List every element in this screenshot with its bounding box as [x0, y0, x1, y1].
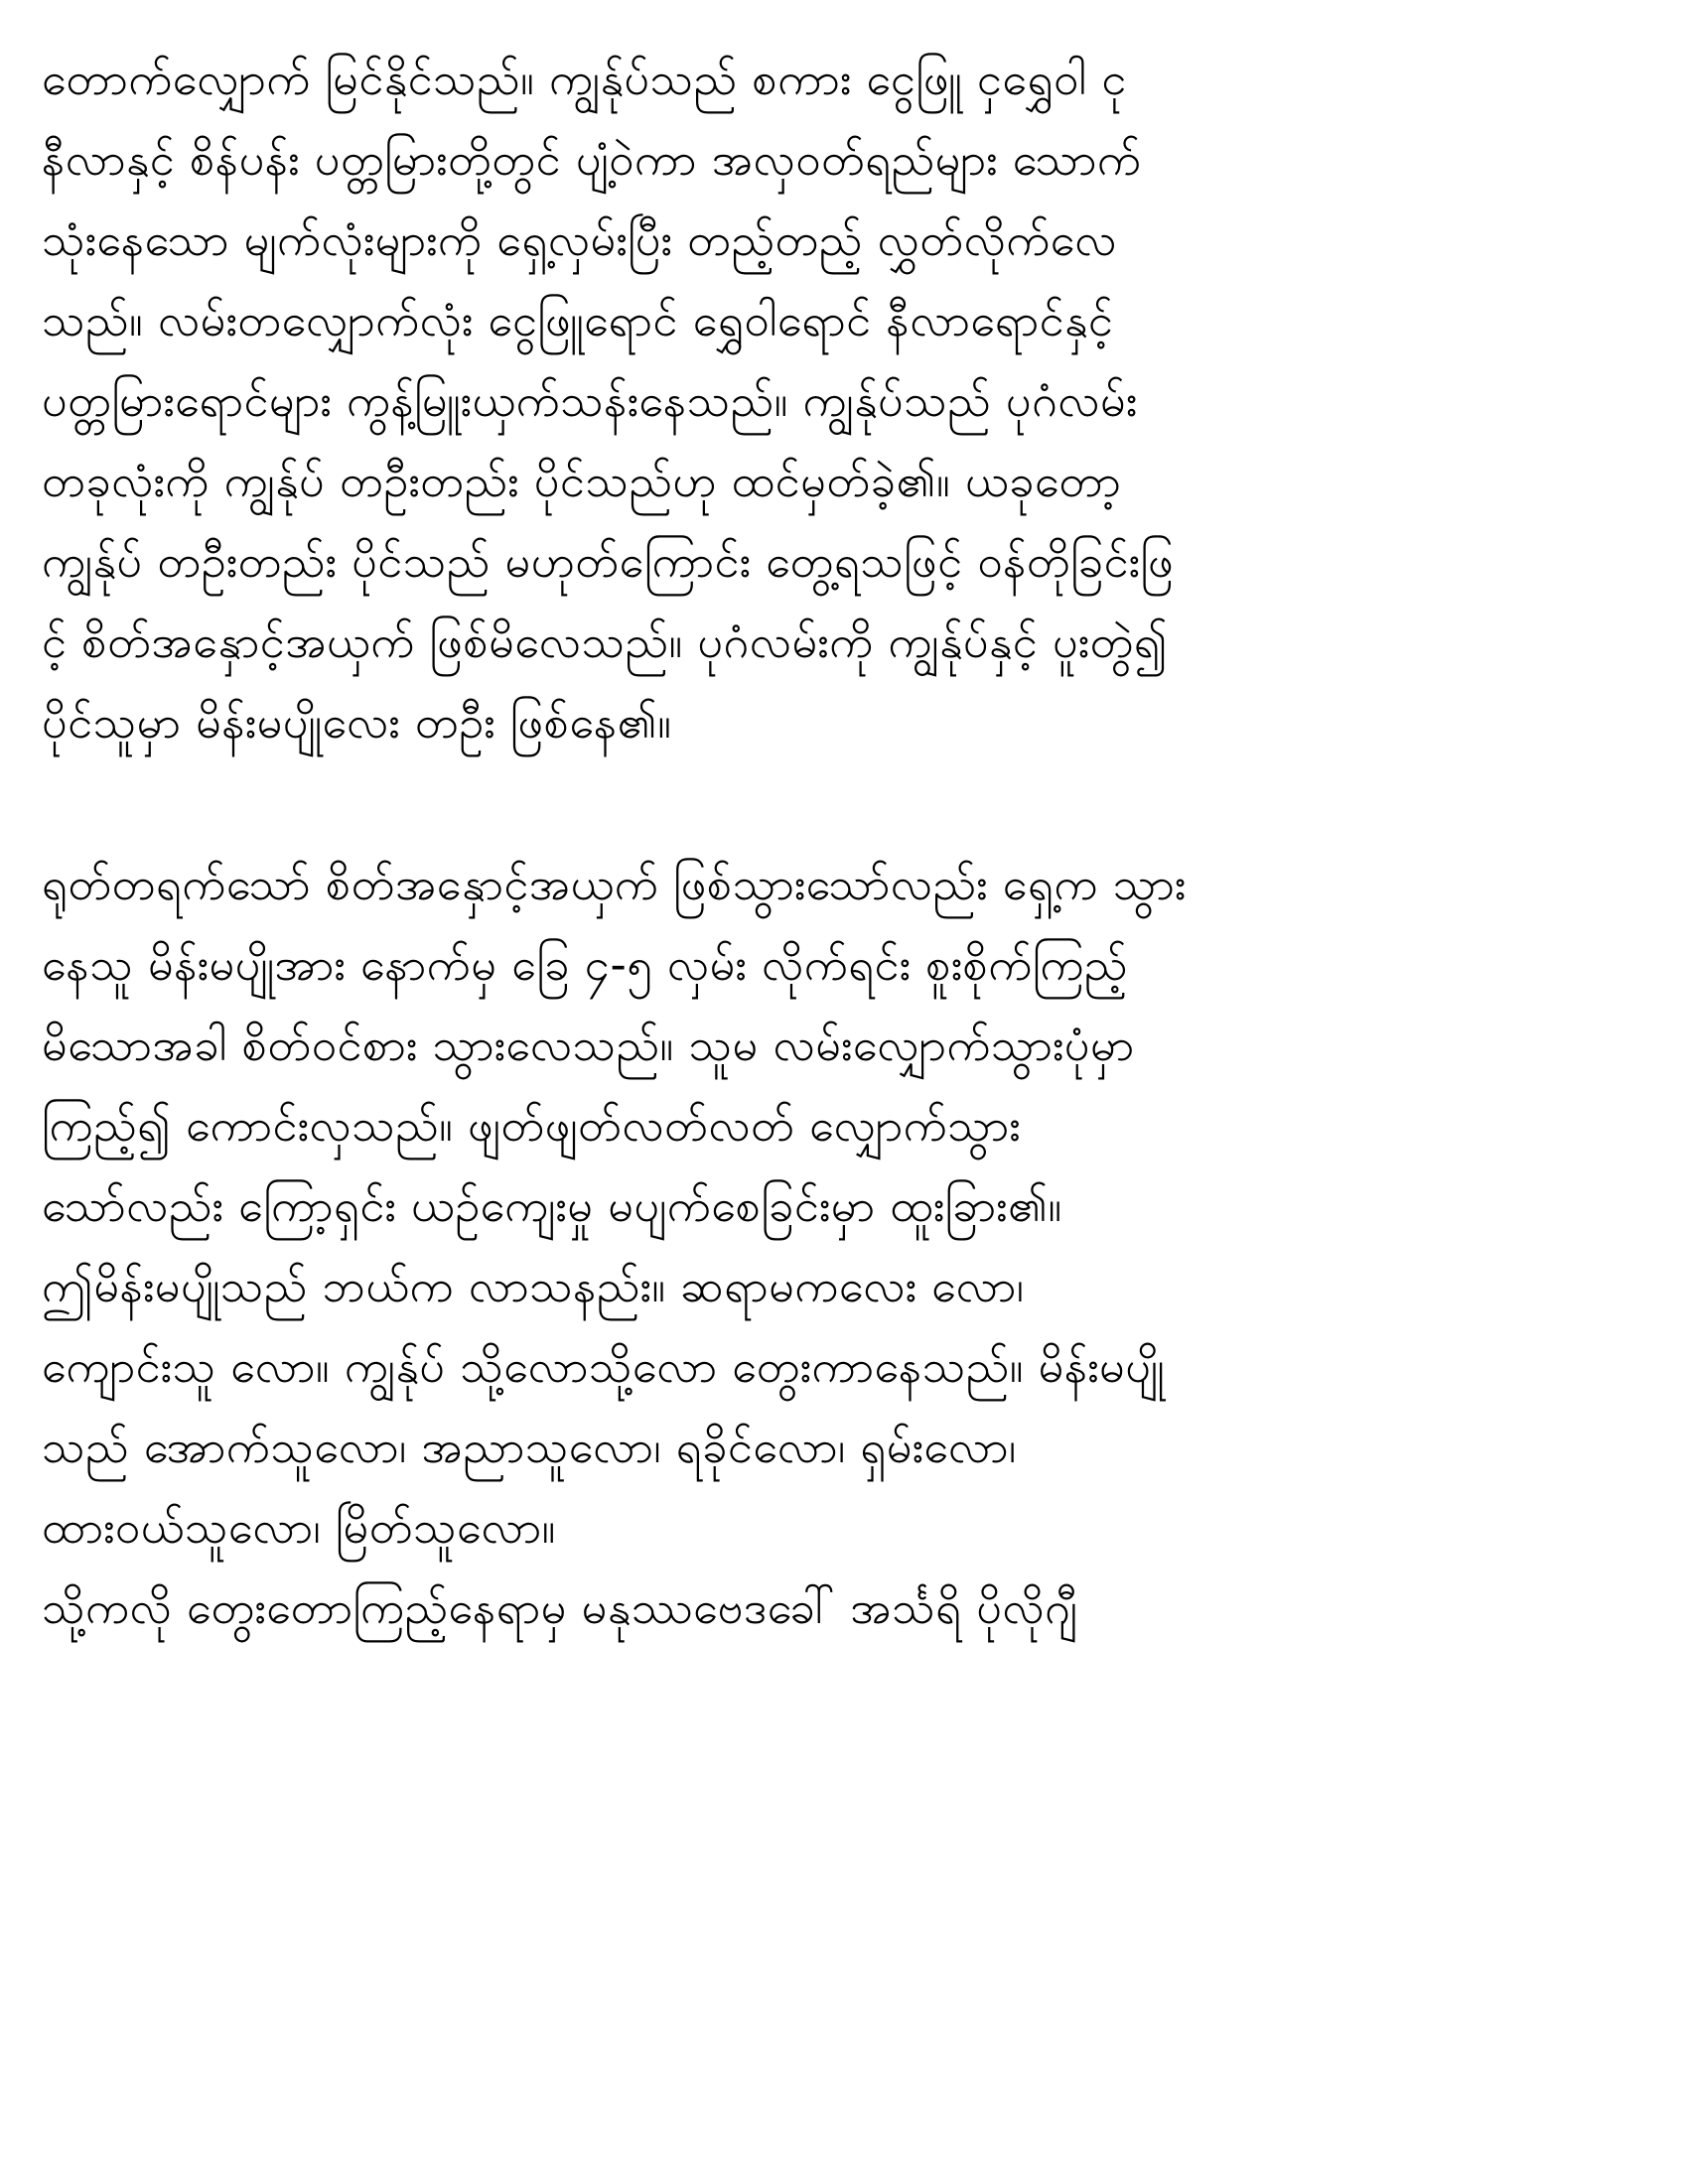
text-line: င့် စိတ်အနှောင့်အယှက် ဖြစ်မိလေသည်။ ပုဂံလမ်းကို ကျွန်ုပ်နှင့် ပူးတွဲ၍	[42, 615, 1169, 668]
text-line: နီလာနှင့် စိန်ပန်း ပတ္တမြားတို့တွင် ပျံ့ဝဲကာ အလှဝတ်ရည်များ သောက်	[42, 133, 1142, 186]
text-line: သို့ကလို တွေးတောကြည့်နေရာမှ မနုဿဗေဒခေါ် အင်္သရိ ပိုလိုဂျီ	[42, 1581, 1078, 1634]
text-line: တောက်လျှောက် မြင်နိုင်သည်။ ကျွန်ုပ်သည် စကား ငွေဖြူ ငှရွှေဝါ ငု	[42, 53, 1127, 105]
text-line: ဤမိန်းမပျိုသည် ဘယ်က လာသနည်း။ ဆရာမကလေး လော၊	[42, 1260, 1025, 1312]
text-line: သုံးနေသော မျက်လုံးများကို ရှေ့လှမ်းပြီး တည့်တည့် လွှတ်လိုက်လေ	[42, 213, 1117, 266]
text-line: သည် အောက်သူလော၊ အညာသူလော၊ ရခိုင်လော၊ ရှမ်းလော၊	[42, 1421, 1017, 1473]
text-line: ပတ္တမြားရောင်များ ကွန့်မြူးယှက်သန်းနေသည်။ ကျွန်ုပ်သည် ပုဂံလမ်း	[42, 374, 1138, 427]
text-line: ကျွန်ုပ် တဦးတည်း ပိုင်သည် မဟုတ်ကြောင်း တွေ့ရသဖြင့် ဝန်တိုခြင်းဖြ	[42, 535, 1175, 588]
text-line: ရုတ်တရက်သော် စိတ်အနှောင့်အယှက် ဖြစ်သွားသော်လည်း ရှေ့က သွား	[42, 858, 1187, 910]
text-line: သော်လည်း ကြော့ရှင်း ယဉ်ကျေးမှု မပျက်စေခြင်းမှာ ထူးခြား၏။	[42, 1179, 1062, 1232]
text-line: ကြည့်၍ ကောင်းလှသည်။ ဖျတ်ဖျတ်လတ်လတ် လျှောက်သွား	[42, 1099, 1022, 1152]
text-line: ပိုင်သူမှာ မိန်းမပျိုလေး တဦး ဖြစ်နေ၏။	[42, 696, 672, 749]
text-line: ကျောင်းသူ လော။ ကျွန်ုပ် သို့လောသို့လော တွေးကာနေသည်။ မိန်းမပျို	[42, 1340, 1166, 1393]
text-line: တခုလုံးကို ကျွန်ုပ် တဦးတည်း ပိုင်သည်ဟု ထင်မှတ်ခဲ့၏။ ယခုတော့	[42, 455, 1122, 507]
text-line: ထားဝယ်သူလော၊ မြိတ်သူလော။	[42, 1501, 556, 1554]
text-line: မိသောအခါ စိတ်ဝင်စား သွားလေသည်။ သူမ လမ်းလျှောက်သွားပုံမှာ	[42, 1019, 1135, 1071]
text-line: နေသူ မိန်းမပျိုအား နောက်မှ ခြေ ၄-၅ လှမ်း လိုက်ရင်း စူးစိုက်ကြည့်	[42, 938, 1128, 991]
text-line: သည်။ လမ်းတလျှောက်လုံး ငွေဖြူရောင် ရွှေဝါရောင် နီလာရောင်နှင့်	[42, 294, 1114, 346]
